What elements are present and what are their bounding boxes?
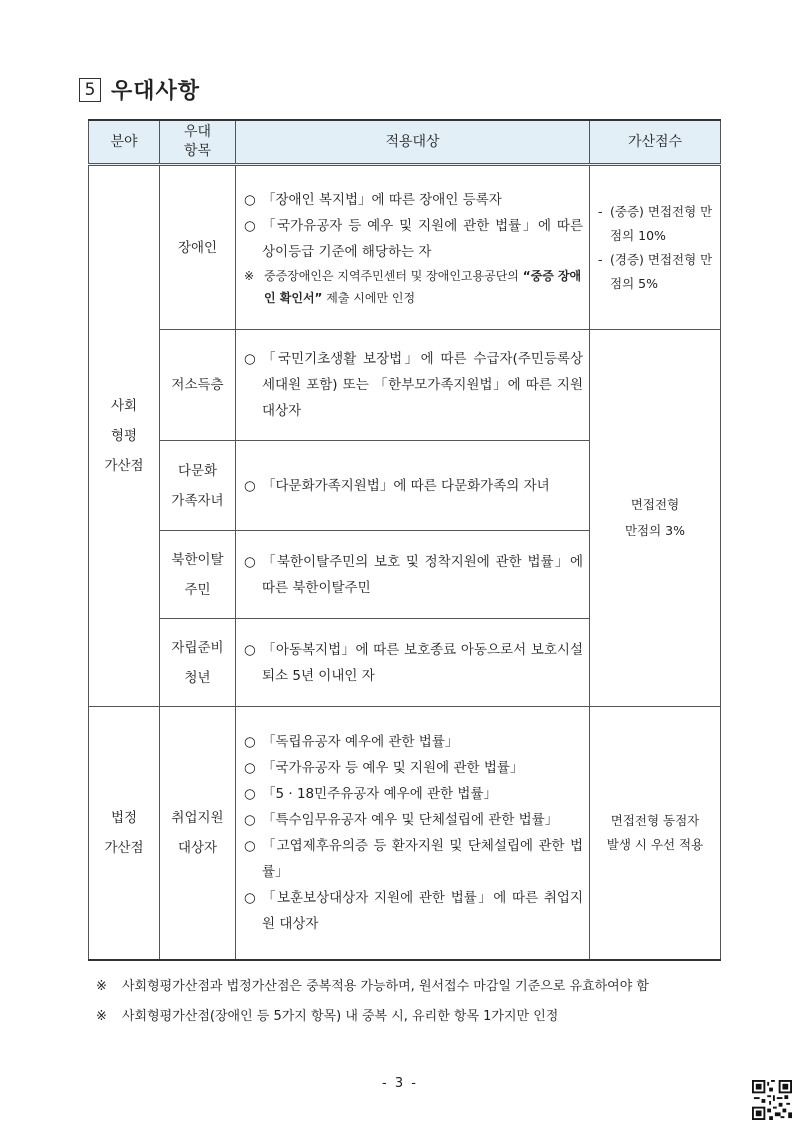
field-social: 사회 형평 가산점 — [89, 165, 160, 707]
qr-code-icon — [752, 1080, 792, 1120]
item-legal: 취업지원 대상자 — [160, 707, 236, 960]
list-item: ○ 「독립유공자 예우에 관한 법률」 — [244, 733, 459, 750]
target-disabled — [236, 165, 590, 330]
header-field: 분야 — [89, 120, 160, 165]
item-multicultural: 다문화 가족자녀 — [160, 441, 236, 531]
target-defector: ○ 「북한이탈주민의 보호 및 정착지원에 관한 법률」에 따른 북한이탈주민 — [236, 531, 590, 619]
section-heading: 우대사항 — [111, 79, 201, 104]
list-item: ○ 「국가유공자 등 예우 및 지원에 관한 법률」 — [244, 759, 524, 776]
footnote: ※ 사회형평가산점(장애인 등 5가지 항목) 내 중복 시, 유리한 항목 1가지만 인정 — [96, 1009, 559, 1024]
note: ※ 중증장애인은 지역주민센터 및 장애인고용공단의 “중증 장애인 확인서” 제출 시에만 인정 — [244, 268, 582, 305]
points-social: 면접전형 만점의 3% — [590, 330, 721, 707]
list-item: ○ 「보훈보상대상자 지원에 관한 법률」에 따른 취업지원 대상자 — [244, 889, 583, 932]
points-line: - (중증) 면접전형 만점의 10% — [598, 203, 713, 243]
item-low-income: 저소득층 — [160, 330, 236, 441]
points-line: - (경증) 면접전형 만점의 5% — [598, 251, 713, 291]
list-item: ○ 「고엽제후유의증 등 환자지원 및 단체설립에 관한 법률」 — [244, 837, 583, 880]
section-title — [79, 74, 200, 105]
table-row — [89, 707, 721, 960]
page-number: - 3 - — [382, 1076, 418, 1091]
item-defector: 북한이탈 주민 — [160, 531, 236, 619]
points-disabled — [590, 165, 721, 330]
target-legal — [236, 707, 590, 960]
table-row — [89, 330, 721, 441]
item-disabled: 장애인 — [160, 165, 236, 330]
header-target: 적용대상 — [236, 120, 590, 165]
target-multicultural: ○ 「다문화가족지원법」에 따른 다문화가족의 자녀 — [236, 441, 590, 531]
footnote: ※ 사회형평가산점과 법정가산점은 중복적용 가능하며, 원서접수 마감일 기준으로 유효하여야 함 — [96, 979, 649, 994]
header-points: 가산점수 — [590, 120, 721, 165]
target-youth: ○ 「아동복지법」에 따른 보호종료 아동으로서 보호시설 퇴소 5년 이내인 자 — [236, 619, 590, 707]
target-low-income: ○ 「국민기초생활 보장법」에 따른 수급자(주민등록상 세대원 포함) 또는 「한부모가족지원법」에 따른 지원대상자 — [236, 330, 590, 441]
preference-table — [88, 119, 721, 961]
item-youth: 자립준비 청년 — [160, 619, 236, 707]
footnotes — [96, 972, 736, 1032]
list-item: ○ 「국가유공자 등 예우 및 지원에 관한 법률」에 따른 상이등급 기준에 해당하는 자 — [244, 217, 583, 260]
table-row — [89, 165, 721, 330]
field-legal: 법정 가산점 — [89, 707, 160, 960]
list-item: ○ 「특수임무유공자 예우 및 단체설립에 관한 법률」 — [244, 811, 559, 828]
list-item: ○ 「장애인 복지법」에 따른 장애인 등록자 — [244, 191, 502, 208]
note-bold: “중증 장애인 확인서” — [264, 268, 582, 305]
points-legal: 면접전형 동점자 발생 시 우선 적용 — [590, 707, 721, 960]
header-item: 우대 항목 — [160, 120, 236, 165]
table-header-row — [89, 120, 721, 165]
list-item: ○ 「5 · 18민주유공자 예우에 관한 법률」 — [244, 785, 498, 802]
section-number-box: 5 — [79, 78, 101, 102]
